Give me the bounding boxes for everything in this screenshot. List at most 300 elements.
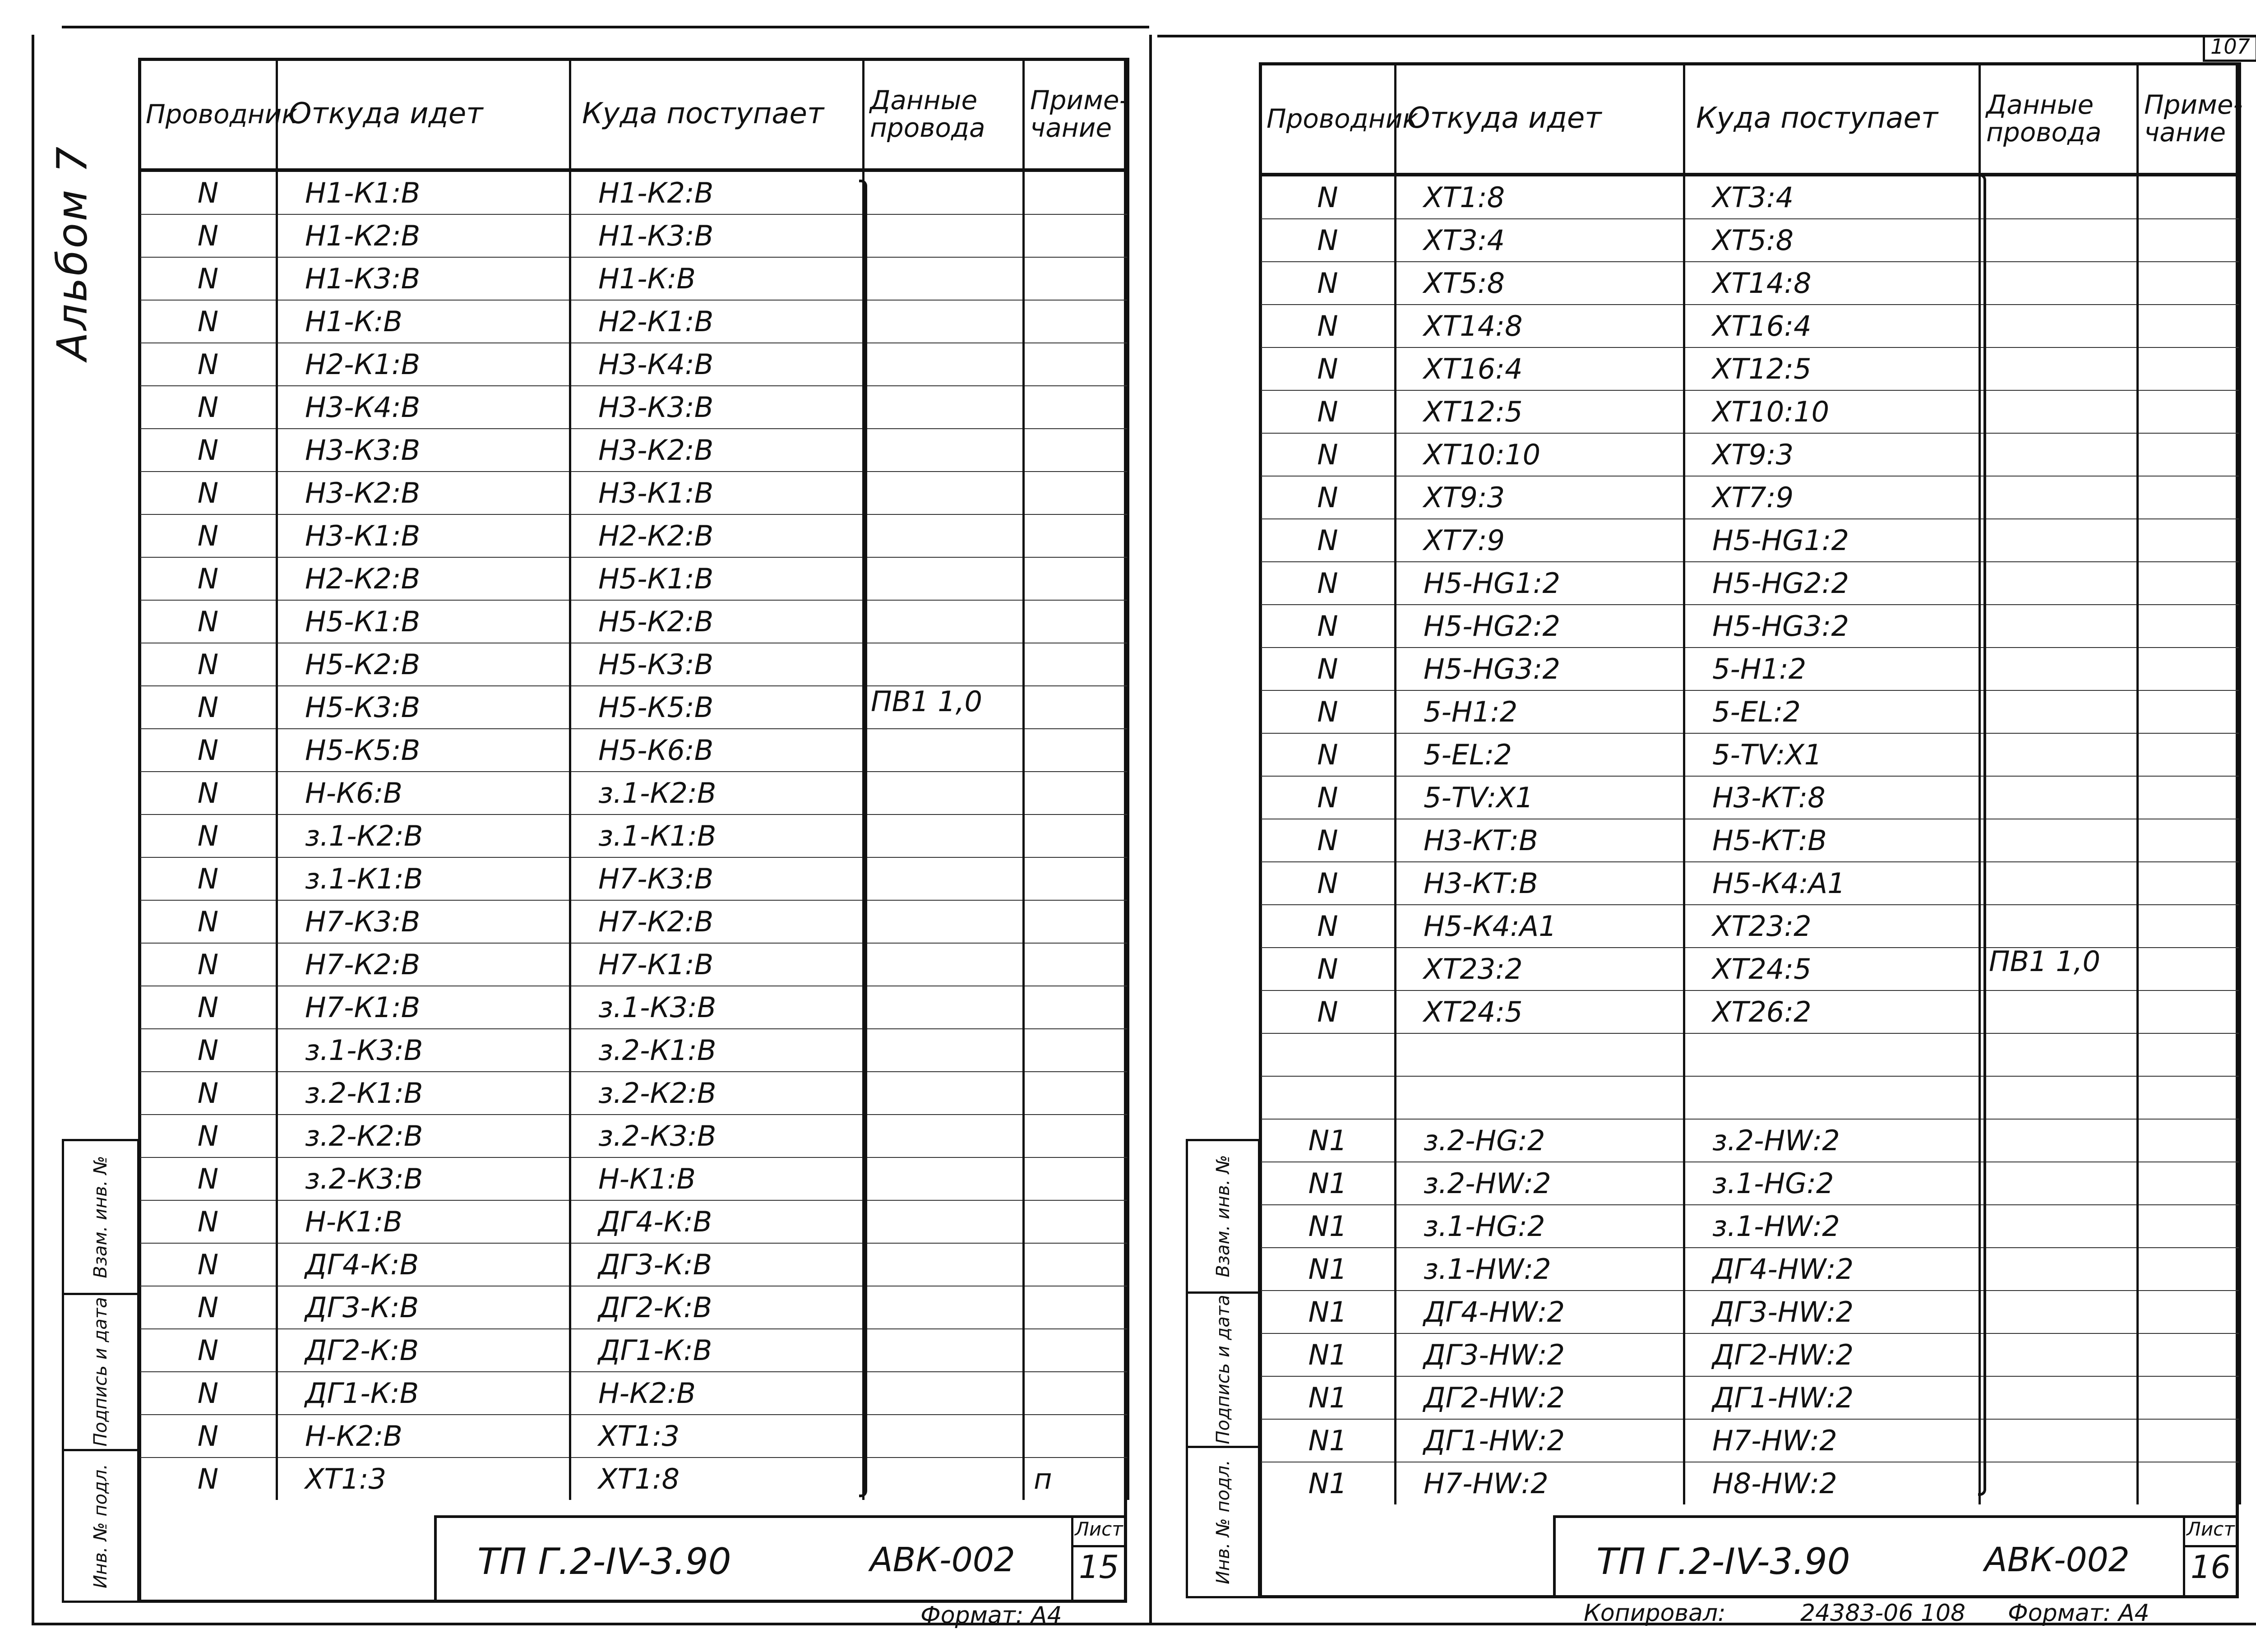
from-cell: Н5-НG1:2 (1396, 562, 1684, 605)
from-cell: Н-К2:В (277, 1415, 570, 1458)
left-wire-table (138, 58, 1129, 1500)
note-cell (1024, 1115, 1128, 1157)
table-row (1260, 862, 2240, 905)
data-cell (864, 214, 1024, 257)
data-cell (864, 1157, 1024, 1200)
from-cell: Н-К6:В (277, 772, 570, 814)
to-cell: Н5-К6:В (570, 729, 864, 772)
conductor-cell: N (139, 386, 277, 429)
conductor-cell: N (139, 1243, 277, 1286)
sheet-number: 16 (2190, 1549, 2231, 1586)
from-cell: ХТ3:4 (1396, 219, 1684, 262)
conductor-cell: N (139, 943, 277, 986)
note-cell (1024, 257, 1128, 300)
data-cell (1980, 175, 2138, 219)
conductor-cell: N (139, 1200, 277, 1243)
data-cell (1980, 347, 2138, 390)
data-cell (864, 1243, 1024, 1286)
data-cell (864, 1458, 1024, 1500)
table-row (1260, 305, 2240, 347)
from-cell: з.2-НW:2 (1396, 1162, 1684, 1205)
note-cell (1024, 514, 1128, 557)
table-row (1260, 1162, 2240, 1205)
from-cell: Н5-К2:В (277, 643, 570, 686)
col-from: Откуда идет (277, 59, 570, 171)
data-cell (1980, 1291, 2138, 1333)
from-cell: Н5-К5:В (277, 729, 570, 772)
note-cell (2138, 1462, 2240, 1504)
table-row (1260, 175, 2240, 219)
conductor-cell: N1 (1260, 1162, 1396, 1205)
data-cell (864, 1200, 1024, 1243)
from-cell: Н3-К3:В (277, 429, 570, 472)
data-cell (1980, 476, 2138, 519)
conductor-cell (1260, 1076, 1396, 1119)
to-cell: ХТ5:8 (1684, 219, 1980, 262)
to-cell: ДГ3-К:В (570, 1243, 864, 1286)
data-cell (1980, 776, 2138, 819)
col-note: Приме- чание (2138, 64, 2240, 175)
from-cell: з.1-К2:В (277, 814, 570, 857)
data-cell (864, 900, 1024, 943)
stamp-code: ТП Г.2-IV-3.90 (477, 1541, 731, 1583)
to-cell: ХТ10:10 (1684, 390, 1980, 433)
data-cell (1980, 862, 2138, 905)
to-cell: ХТ14:8 (1684, 262, 1980, 305)
data-cell (864, 300, 1024, 343)
table-row (1260, 905, 2240, 948)
data-cell (1980, 433, 2138, 476)
conductor-cell: N (139, 814, 277, 857)
to-cell: Н-К2:В (570, 1372, 864, 1415)
table-row (1260, 519, 2240, 562)
stamp-doc: АВК-002 (870, 1541, 1015, 1579)
data-cell (1980, 905, 2138, 948)
table-row (139, 600, 1128, 643)
table-row (1260, 1248, 2240, 1291)
data-cell (1980, 390, 2138, 433)
table-row (1260, 819, 2240, 862)
to-cell: ХТ3:4 (1684, 175, 1980, 219)
conductor-cell: N (139, 429, 277, 472)
table-row (139, 257, 1128, 300)
data-cell (1980, 1205, 2138, 1248)
sheet-box (2183, 1518, 2236, 1596)
from-cell: ХТ1:3 (277, 1458, 570, 1500)
from-cell: ХТ16:4 (1396, 347, 1684, 390)
to-cell: ХТ24:5 (1684, 948, 1980, 990)
note-cell (2138, 905, 2240, 948)
to-cell: ХТ1:3 (570, 1415, 864, 1458)
from-cell (1396, 1076, 1684, 1119)
note-cell (1024, 1329, 1128, 1372)
note-cell (2138, 648, 2240, 690)
to-cell: з.2-НW:2 (1684, 1119, 1980, 1162)
table-row (139, 1115, 1128, 1157)
header-row (139, 59, 1128, 171)
conductor-cell: N (139, 214, 277, 257)
conductor-cell: N (139, 686, 277, 729)
from-cell: ДГ1-НW:2 (1396, 1419, 1684, 1462)
note-cell (2138, 1119, 2240, 1162)
note-cell (1024, 900, 1128, 943)
to-cell: Н5-К4:А1 (1684, 862, 1980, 905)
conductor-cell: N (139, 729, 277, 772)
stamp-doc: АВК-002 (1984, 1541, 2130, 1579)
right-sidebar (1186, 1139, 1260, 1598)
data-cell (864, 343, 1024, 386)
from-cell: з.1-К1:В (277, 857, 570, 900)
note-cell (1024, 686, 1128, 729)
right-data-bracket (1978, 174, 1986, 1496)
from-cell: 5-ТV:Х1 (1396, 776, 1684, 819)
conductor-cell: N (139, 343, 277, 386)
col-to: Куда поступает (570, 59, 864, 171)
from-cell: ДГ3-НW:2 (1396, 1333, 1684, 1376)
note-cell (1024, 600, 1128, 643)
to-cell: Н5-НG1:2 (1684, 519, 1980, 562)
conductor-cell: N (139, 1157, 277, 1200)
note-cell (2138, 819, 2240, 862)
note-cell (1024, 472, 1128, 514)
table-row (1260, 562, 2240, 605)
conductor-cell: N (1260, 433, 1396, 476)
left-title-block (434, 1515, 1127, 1603)
table-row (1260, 347, 2240, 390)
data-cell (864, 257, 1024, 300)
table-row (139, 1157, 1128, 1200)
note-cell (2138, 733, 2240, 776)
conductor-cell: N (1260, 262, 1396, 305)
from-cell: з.2-К3:В (277, 1157, 570, 1200)
note-cell (2138, 1076, 2240, 1119)
order-number: 24383-06 108 (1800, 1600, 1966, 1627)
note-cell (2138, 1033, 2240, 1076)
conductor-cell: N (139, 1458, 277, 1500)
conductor-cell: N (139, 300, 277, 343)
from-cell: Н5-НG2:2 (1396, 605, 1684, 648)
note-cell (1024, 429, 1128, 472)
data-cell (1980, 1076, 2138, 1119)
from-cell: Н7-К3:В (277, 900, 570, 943)
note-cell (1024, 857, 1128, 900)
from-cell: 5-ЕL:2 (1396, 733, 1684, 776)
note-cell (2138, 1291, 2240, 1333)
to-cell: з.1-К1:В (570, 814, 864, 857)
from-cell: Н1-К2:В (277, 214, 570, 257)
table-row (139, 1372, 1128, 1415)
from-cell: Н7-К1:В (277, 986, 570, 1029)
from-cell: Н5-К1:В (277, 600, 570, 643)
to-cell (1684, 1033, 1980, 1076)
table-row (139, 900, 1128, 943)
from-cell: з.2-НG:2 (1396, 1119, 1684, 1162)
data-cell (1980, 690, 2138, 733)
from-cell: Н5-НG3:2 (1396, 648, 1684, 690)
data-cell (1980, 1119, 2138, 1162)
to-cell: Н2-К2:В (570, 514, 864, 557)
conductor-cell: N (1260, 347, 1396, 390)
data-cell (864, 1029, 1024, 1072)
to-cell: Н1-К3:В (570, 214, 864, 257)
note-cell (2138, 347, 2240, 390)
to-cell: Н1-К:В (570, 257, 864, 300)
col-note: Приме- чание (1024, 59, 1128, 171)
from-cell: ХТ23:2 (1396, 948, 1684, 990)
to-cell: ДГ4-К:В (570, 1200, 864, 1243)
note-cell (1024, 943, 1128, 986)
table-row (139, 1200, 1128, 1243)
from-cell: Н5-К3:В (277, 686, 570, 729)
to-cell: Н3-К3:В (570, 386, 864, 429)
from-cell: ХТ5:8 (1396, 262, 1684, 305)
sheet-label: Лист (1073, 1518, 1124, 1547)
table-row (139, 1029, 1128, 1072)
conductor-cell: N (1260, 776, 1396, 819)
data-cell (1980, 1376, 2138, 1419)
table-row (139, 986, 1128, 1029)
from-cell: ДГ3-К:В (277, 1286, 570, 1329)
conductor-cell: N (139, 257, 277, 300)
conductor-cell: N (139, 772, 277, 814)
from-cell: Н2-К2:В (277, 557, 570, 600)
conductor-cell (1260, 1033, 1396, 1076)
to-cell: ХТ16:4 (1684, 305, 1980, 347)
conductor-cell: N (139, 514, 277, 557)
to-cell: 5-ЕL:2 (1684, 690, 1980, 733)
from-cell: ДГ4-НW:2 (1396, 1291, 1684, 1333)
from-cell: ДГ2-НW:2 (1396, 1376, 1684, 1419)
data-cell (1980, 1162, 2138, 1205)
data-cell (864, 600, 1024, 643)
to-cell: з.1-К3:В (570, 986, 864, 1029)
conductor-cell: N (1260, 605, 1396, 648)
table-row (1260, 262, 2240, 305)
data-cell (864, 1072, 1024, 1115)
table-row (1260, 1333, 2240, 1376)
note-cell (1024, 772, 1128, 814)
conductor-cell: N (1260, 733, 1396, 776)
note-cell (1024, 1157, 1128, 1200)
conductor-cell: N1 (1260, 1333, 1396, 1376)
from-cell: з.2-К1:В (277, 1072, 570, 1115)
data-cell (864, 514, 1024, 557)
table-row (1260, 390, 2240, 433)
from-cell: ХТ10:10 (1396, 433, 1684, 476)
table-row (139, 643, 1128, 686)
conductor-cell: N (1260, 476, 1396, 519)
from-cell: Н1-К:В (277, 300, 570, 343)
table-row (139, 429, 1128, 472)
note-cell (1024, 1243, 1128, 1286)
note-cell (1024, 343, 1128, 386)
left-sidebar (62, 1139, 139, 1603)
col-from: Откуда идет (1396, 64, 1684, 175)
sheet-box (1071, 1518, 1124, 1600)
copied-by: Копировал: (1584, 1600, 1726, 1627)
sheet-number: 15 (1078, 1549, 1119, 1586)
note-cell (2138, 219, 2240, 262)
to-cell: Н1-К2:В (570, 170, 864, 214)
from-cell: Н1-К3:В (277, 257, 570, 300)
from-cell: Н7-К2:В (277, 943, 570, 986)
data-cell (1980, 1033, 2138, 1076)
to-cell: Н5-К2:В (570, 600, 864, 643)
to-cell: 5-ТV:Х1 (1684, 733, 1980, 776)
note-cell (2138, 862, 2240, 905)
table-row (1260, 605, 2240, 648)
note-cell (1024, 1200, 1128, 1243)
album-label: Альбом 7 (48, 144, 97, 361)
table-row (1260, 648, 2240, 690)
from-cell: ДГ2-К:В (277, 1329, 570, 1372)
to-cell: ДГ1-НW:2 (1684, 1376, 1980, 1419)
right-format: Формат: А4 (2008, 1600, 2150, 1627)
note-cell (2138, 990, 2240, 1033)
note-cell (2138, 1376, 2240, 1419)
table-row (1260, 690, 2240, 733)
from-cell: Н3-К1:В (277, 514, 570, 557)
sidebar-cell: Подпись и дата (64, 1293, 137, 1449)
right-title-block (1553, 1515, 2239, 1598)
data-cell (1980, 1419, 2138, 1462)
to-cell: Н3-КТ:8 (1684, 776, 1980, 819)
table-row (139, 1286, 1128, 1329)
to-cell: Н7-К2:В (570, 900, 864, 943)
from-cell: Н3-К4:В (277, 386, 570, 429)
left-format: Формат: А4 (920, 1602, 1062, 1629)
note-cell (2138, 1248, 2240, 1291)
conductor-cell: N1 (1260, 1419, 1396, 1462)
conductor-cell: N (139, 1072, 277, 1115)
note-cell (2138, 305, 2240, 347)
from-cell: з.1-К3:В (277, 1029, 570, 1072)
table-row (139, 814, 1128, 857)
to-cell: Н7-НW:2 (1684, 1419, 1980, 1462)
note-cell: п (1024, 1458, 1128, 1500)
conductor-cell: N (139, 1115, 277, 1157)
note-cell (1024, 643, 1128, 686)
note-cell (2138, 433, 2240, 476)
note-cell (1024, 1072, 1128, 1115)
from-cell: з.2-К2:В (277, 1115, 570, 1157)
data-cell (864, 1329, 1024, 1372)
data-cell (864, 643, 1024, 686)
table-row (139, 214, 1128, 257)
note-cell (1024, 386, 1128, 429)
to-cell: Н3-К2:В (570, 429, 864, 472)
table-row (139, 300, 1128, 343)
from-cell: Н2-К1:В (277, 343, 570, 386)
conductor-cell: N (139, 1329, 277, 1372)
from-cell: Н3-КТ:В (1396, 819, 1684, 862)
table-row (1260, 1291, 2240, 1333)
data-cell (864, 814, 1024, 857)
note-cell (1024, 814, 1128, 857)
table-row (1260, 1076, 2240, 1119)
note-cell (1024, 729, 1128, 772)
conductor-cell: N (1260, 219, 1396, 262)
table-row (139, 857, 1128, 900)
data-cell (864, 472, 1024, 514)
conductor-cell: N (139, 1286, 277, 1329)
note-cell (2138, 562, 2240, 605)
data-cell (1980, 1248, 2138, 1291)
to-cell: ХТ9:3 (1684, 433, 1980, 476)
table-row (1260, 433, 2240, 476)
table-row (1260, 990, 2240, 1033)
conductor-cell: N1 (1260, 1248, 1396, 1291)
to-cell: Н3-К1:В (570, 472, 864, 514)
to-cell: ДГ2-К:В (570, 1286, 864, 1329)
sidebar-cell: Инв. № подл. (1188, 1446, 1258, 1596)
conductor-cell: N (139, 857, 277, 900)
table-row (139, 1415, 1128, 1458)
table-row (139, 557, 1128, 600)
to-cell: Н8-НW:2 (1684, 1462, 1980, 1504)
conductor-cell: N (139, 643, 277, 686)
table-row (1260, 776, 2240, 819)
from-cell: ХТ14:8 (1396, 305, 1684, 347)
note-cell (2138, 1419, 2240, 1462)
note-cell (1024, 1372, 1128, 1415)
from-cell (1396, 1033, 1684, 1076)
conductor-cell: N (1260, 819, 1396, 862)
table-row (139, 343, 1128, 386)
to-cell: ХТ26:2 (1684, 990, 1980, 1033)
table-row (1260, 219, 2240, 262)
note-cell (2138, 476, 2240, 519)
col-conductor: Проводник (1260, 64, 1396, 175)
data-cell (1980, 605, 2138, 648)
table-row (139, 1329, 1128, 1372)
note-cell (2138, 1162, 2240, 1205)
data-cell (1980, 648, 2138, 690)
note-cell (1024, 1415, 1128, 1458)
from-cell: Н3-К2:В (277, 472, 570, 514)
conductor-cell: N (139, 900, 277, 943)
to-cell: ДГ3-НW:2 (1684, 1291, 1980, 1333)
data-cell (864, 386, 1024, 429)
note-cell (2138, 1333, 2240, 1376)
data-cell (1980, 1462, 2138, 1504)
table-row (1260, 1376, 2240, 1419)
data-cell (864, 1372, 1024, 1415)
stamp-code: ТП Г.2-IV-3.90 (1596, 1541, 1850, 1583)
note-cell (2138, 519, 2240, 562)
to-cell: ДГ4-НW:2 (1684, 1248, 1980, 1291)
data-cell (864, 170, 1024, 214)
data-cell (864, 857, 1024, 900)
conductor-cell: N (139, 170, 277, 214)
conductor-cell: N (139, 1372, 277, 1415)
note-cell (1024, 557, 1128, 600)
from-cell: ХТ1:8 (1396, 175, 1684, 219)
data-cell (1980, 562, 2138, 605)
conductor-cell: N (1260, 905, 1396, 948)
note-cell (2138, 1205, 2240, 1248)
conductor-cell: N (1260, 562, 1396, 605)
table-row (139, 1072, 1128, 1115)
data-cell (864, 557, 1024, 600)
conductor-cell: N (1260, 990, 1396, 1033)
note-cell (1024, 170, 1128, 214)
from-cell: Н7-НW:2 (1396, 1462, 1684, 1504)
data-cell (1980, 305, 2138, 347)
to-cell (1684, 1076, 1980, 1119)
col-to: Куда поступает (1684, 64, 1980, 175)
from-cell: Н-К1:В (277, 1200, 570, 1243)
